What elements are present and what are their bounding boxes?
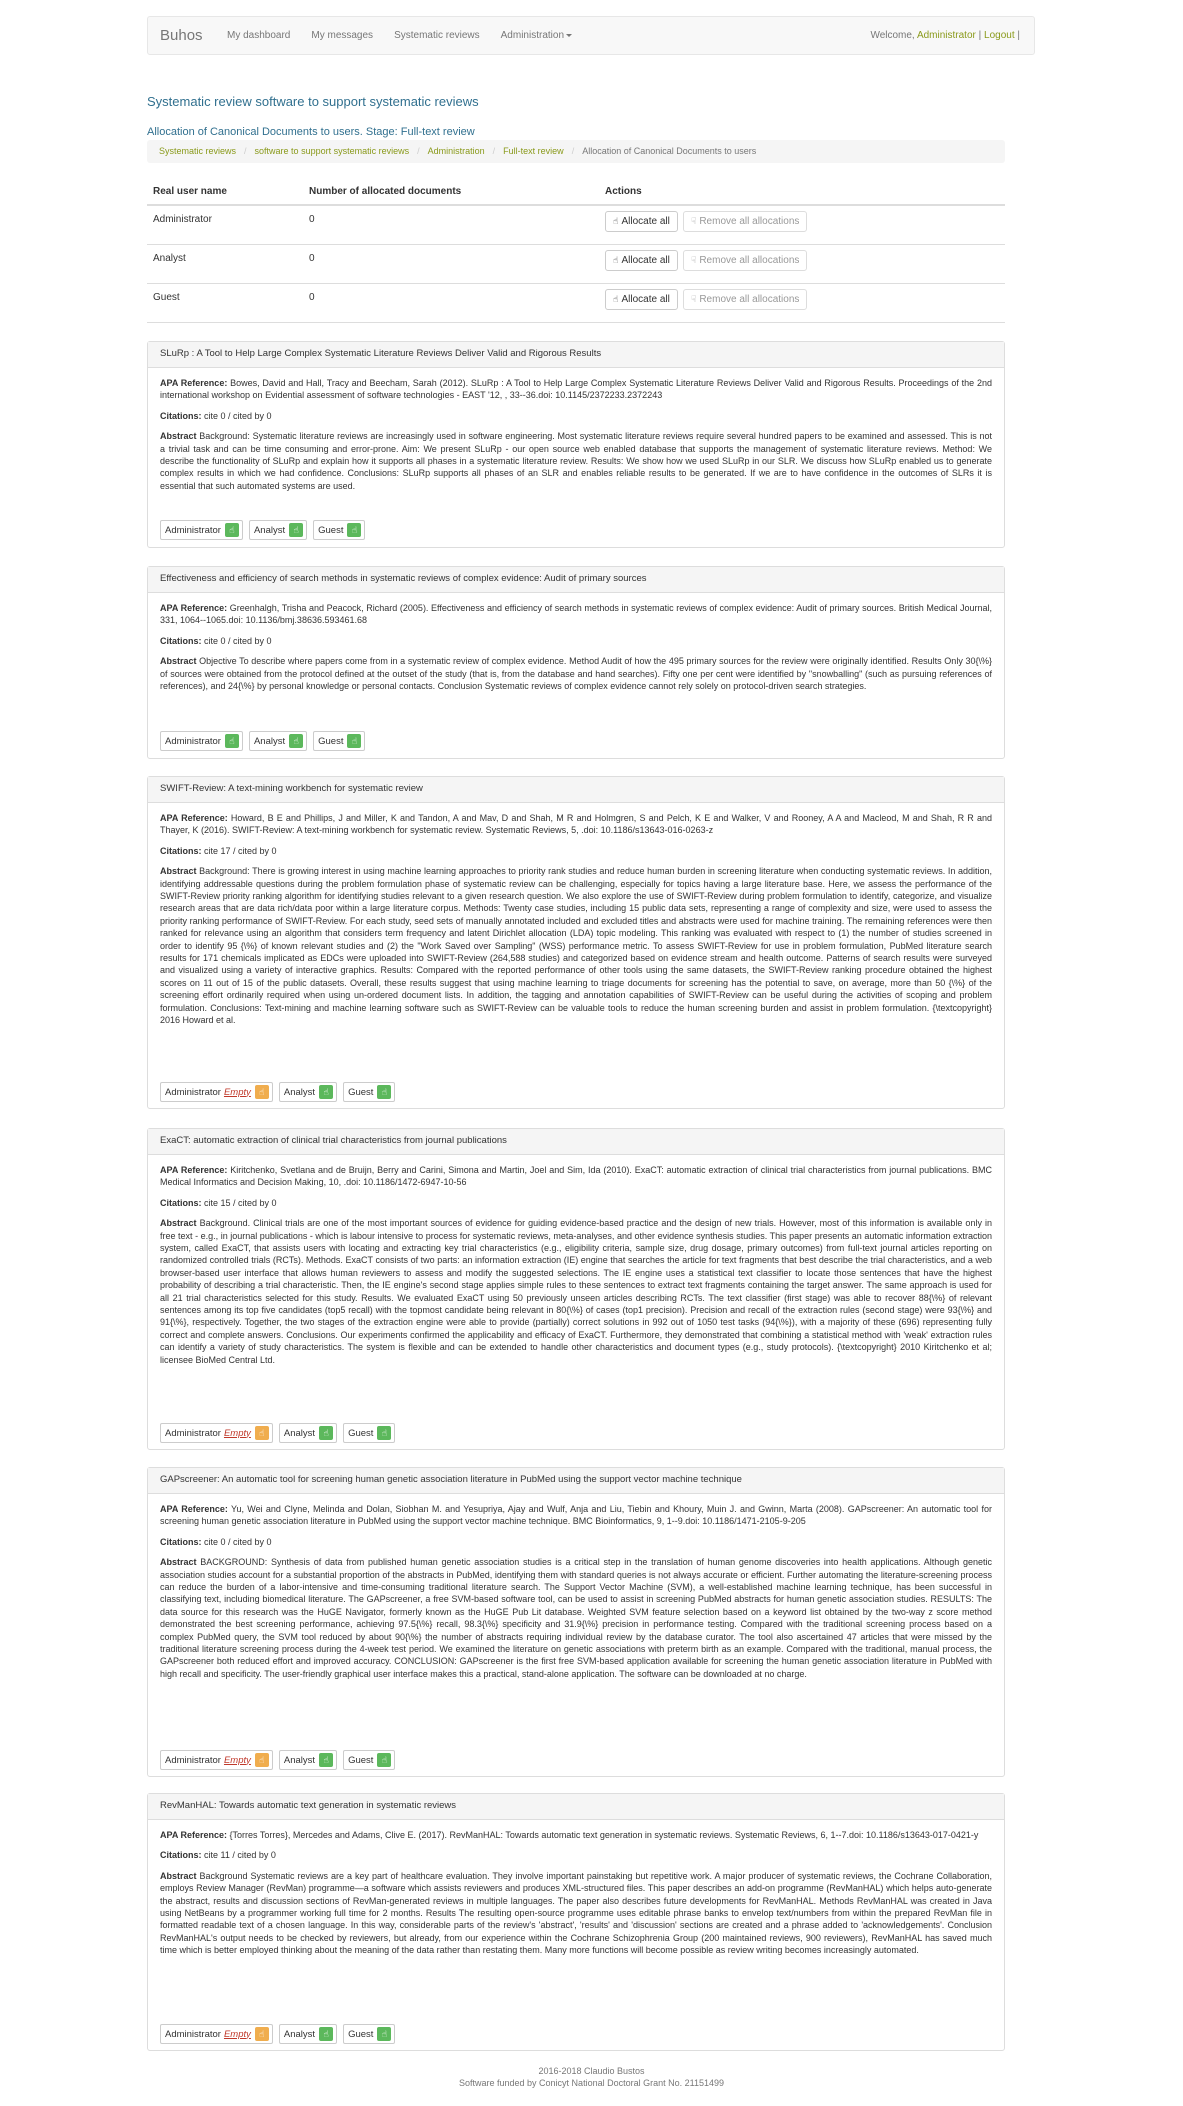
abstract-label: Abstract: [160, 431, 197, 442]
hand-pointer-icon[interactable]: ☝: [319, 1753, 333, 1767]
remove-label: Remove all allocations: [699, 255, 800, 266]
welcome-area: [870, 30, 1020, 41]
breadcrumb-systematic-reviews[interactable]: Systematic reviews: [159, 146, 237, 156]
remove-label: Remove all allocations: [699, 216, 800, 227]
table-row: [147, 284, 1005, 323]
empty-status-icon[interactable]: ☝: [255, 2027, 269, 2041]
user-name: Guest: [153, 292, 180, 303]
citations-text: cite 17 / cited by 0: [204, 845, 277, 856]
hand-pointer-icon: ☝: [613, 255, 619, 265]
apa-reference: [160, 377, 992, 402]
user-allocation-name: Guest: [348, 2028, 374, 2040]
citations: [160, 845, 992, 857]
empty-status-icon[interactable]: ☝: [255, 1426, 269, 1440]
breadcrumb: [147, 140, 1005, 163]
table-row: [147, 206, 1005, 245]
allocated-count: 0: [309, 214, 315, 225]
nav-administration-label: Administration: [500, 30, 564, 41]
apa-reference: [160, 812, 992, 837]
user-allocation-button[interactable]: [160, 1423, 273, 1443]
remove-all-button[interactable]: [683, 211, 808, 232]
table-row: [147, 245, 1005, 284]
citations: [160, 1849, 992, 1861]
footer-copyright: 2016-2018 Claudio Bustos: [538, 2066, 645, 2076]
chevron-down-icon: [566, 34, 572, 37]
document-title: Effectiveness and efficiency of search methods in systematic reviews of complex evidence: Audit of primary sources: [148, 567, 1004, 593]
navbar: [147, 16, 1035, 55]
document-body: [148, 368, 1004, 509]
document-title: ExaCT: automatic extraction of clinical trial characteristics from journal publications: [148, 1129, 1004, 1155]
nav-systematic-reviews[interactable]: Systematic reviews: [394, 30, 480, 41]
abstract-label: Abstract: [160, 866, 197, 877]
apa-label: APA Reference:: [160, 378, 228, 388]
column-header: Real user name: [153, 186, 227, 197]
document-panel: [147, 776, 1005, 1109]
user-allocations: [160, 1082, 395, 1102]
user-allocation-name: Analyst: [283, 2028, 316, 2040]
breadcrumb-separator: /: [492, 146, 496, 156]
empty-status-icon[interactable]: ☝: [255, 1753, 269, 1767]
allocate-label: Allocate all: [621, 255, 670, 266]
page-subtitle: Allocation of Canonical Documents to users. Stage: Full-text review: [147, 126, 475, 138]
brand-link[interactable]: Buhos: [160, 27, 203, 44]
citations-text: cite 0 / cited by 0: [204, 635, 272, 646]
footer-funding: Software funded by Conicyt National Doctoral Grant No. 21151499: [459, 2078, 724, 2088]
abstract: [160, 1217, 992, 1366]
apa-reference: [160, 1503, 992, 1528]
hand-pointer-icon[interactable]: ☝: [225, 734, 239, 748]
user-allocation-name: Guest: [348, 1427, 374, 1439]
citations: [160, 1536, 992, 1548]
user-allocation-name: Administrator: [165, 1086, 221, 1098]
breadcrumb-stage[interactable]: Full-text review: [503, 146, 564, 156]
remove-all-button[interactable]: [683, 289, 808, 310]
user-allocation-button[interactable]: [279, 1082, 337, 1102]
abstract: [160, 655, 992, 692]
allocate-label: Allocate all: [621, 216, 670, 227]
document-panel: [147, 1467, 1005, 1777]
user-allocation-name: Guest: [318, 524, 344, 536]
row-actions: [605, 250, 807, 271]
row-actions: [605, 211, 807, 232]
breadcrumb-current: Allocation of Canonical Documents to users: [582, 146, 757, 156]
user-allocations: [160, 1423, 395, 1443]
citations: [160, 635, 992, 647]
abstract: [160, 1556, 992, 1680]
citations-label: Citations:: [160, 1197, 202, 1208]
document-panel: [147, 1128, 1005, 1450]
remove-label: Remove all allocations: [699, 294, 800, 305]
user-allocations: [160, 2024, 395, 2044]
table-header: [147, 182, 1005, 206]
user-allocation-name: Administrator: [165, 1427, 221, 1439]
apa-label: APA Reference:: [160, 813, 228, 823]
remove-all-button[interactable]: [683, 250, 808, 271]
nav-messages[interactable]: My messages: [311, 30, 374, 41]
hand-pointer-icon: ☝: [613, 294, 619, 304]
welcome-text: Welcome,: [870, 30, 917, 41]
document-body: [148, 1155, 1004, 1383]
abstract-text: Objective To describe where papers come from in a systematic review of complex evidence. Method Audit of how the 495 primary sources for the review were originally identified. Results Only 30{\%} of sources were obtained from the protocol defined at the outset of the study (that is, from the database and hand searches). Fifty one per cent were identified by "snowballing" (such as pursuing references of references), and 24{\%} by personal knowledge or personal contacts. Conclusion Systematic reviews of complex evidence cannot rely solely on protocol-driven search strategies.: [160, 656, 992, 692]
user-allocation-name: Guest: [348, 1086, 374, 1098]
abstract-text: Background Systematic reviews are a key part of healthcare evaluation. They involve important painstaking but repetitive work. A major producer of systematic reviews, the Cochrane Collaboration, employs Review Manager (RevMan) programme—a software which assists reviewers and produces XML-structured files. This paper describes an add-on programme (RevManHAL) which helps auto-generate the abstract, results and discussion sections of RevMan-generated reviews in multiple languages. The paper also describes future developments for RevManHAL. Methods RevManHAL was created in Java using NetBeans by a programmer working full time for 2 months. Results The resulting open-source programme uses editable phrase banks to envelop text/numbers from within the prepared RevMan file in formatted readable text of a chosen language. In this way, considerable parts of the review's 'abstract', 'results' and 'discussion' sections are created and a phrase added to 'acknowledgements'. Conclusion RevManHAL's output needs to be checked by reviewers, but already, from our experience within the Cochrane Schizophrenia Group (200 maintained reviews, 900 reviewers), RevManHAL has saved much time which is better employed thinking about the meaning of the data rather than restating them. Many more functions will become possible as review writing becomes increasingly automated.: [160, 1870, 992, 1956]
apa-text: Bowes, David and Hall, Tracy and Beecham, Sarah (2012). SLuRp : A Tool to Help Large Complex Systematic Literature Reviews Deliver Valid and Rigorous Results. Proceedings of the 2nd international workshop on Evidential assessment of software technologies - EAST '12, , 33--36.doi: 10.1145/2372233.2372243: [160, 378, 992, 401]
hand-pointer-icon[interactable]: ☝: [319, 1426, 333, 1440]
user-allocation-button[interactable]: [160, 1082, 273, 1102]
hand-pointer-icon[interactable]: ☝: [377, 1426, 391, 1440]
user-allocations: [160, 731, 365, 751]
allocation-table: [147, 182, 1005, 323]
user-allocation-button[interactable]: [313, 520, 365, 540]
user-allocation-button[interactable]: [343, 1750, 395, 1770]
abstract-label: Abstract: [160, 1870, 197, 1881]
user-allocation-button[interactable]: [343, 1082, 395, 1102]
allocate-all-button[interactable]: [605, 250, 678, 271]
breadcrumb-separator: /: [244, 146, 247, 156]
user-allocation-button[interactable]: [160, 731, 243, 751]
user-allocation-button[interactable]: [343, 2024, 395, 2044]
citations-text: cite 15 / cited by 0: [204, 1197, 277, 1208]
hand-pointer-icon[interactable]: ☝: [319, 2027, 333, 2041]
citations-label: Citations:: [160, 410, 202, 421]
breadcrumb-separator: /: [417, 146, 420, 156]
citations-label: Citations:: [160, 845, 202, 856]
column-header: Number of allocated documents: [309, 186, 462, 197]
page-title: Systematic review software to support systematic reviews: [147, 94, 479, 109]
user-allocation-name: Analyst: [283, 1427, 316, 1439]
abstract-text: Background: There is growing interest in using machine learning approaches to priority rank studies and reduce human burden in screening literature when conducting systematic reviews. In addition, identifying addressable questions during the problem formulation phase of systematic review can be challenging, especially for topics having a large literature base. Here, we assess the performance of the SWIFT-Review priority ranking algorithm for identifying studies relevant to a given research question. We also explore the use of SWIFT-Review during problem formulation to identify, categorize, and visualize research areas that are data rich/data poor within a large literature corpus. Methods: Twenty case studies, including 15 public data sets, representing a range of complexity and size, were used to assess the priority ranking performance of SWIFT-Review. For each study, seed sets of manually annotated included and excluded titles and abstracts were used for machine training. The remaining references were then ranked for relevance using an algorithm that considers term frequency and latent Dirichlet allocation (LDA) topic modeling. This ranking was evaluated with respect to (1) the number of studies screened in order to identify 95 {\%} of known relevant studies and (2) the "Work Saved over Sampling" (WSS) performance metric. To assess SWIFT-Review for use in problem formulation, PubMed literature search results for 171 chemicals implicated as EDCs were uploaded into SWIFT-Review (264,588 studies) and categorized based on evidence stream and health outcome. Patterns of search results were surveyed and visualized using a variety of interactive graphics. Results: Compared with the reported performance of other tools using the same datasets, the SWIFT-Review ranking procedure obtained the highest scores on 11 out of 15 of the public datasets. Overall, these results suggest that using machine learning to triage documents for screening has the potential to save, on average, more than 50 {\%} of the screening effort ordinarily required when using un-ordered document lists. In addition, the tagging and annotation capabilities of SWIFT-Review can be useful during the activities of scoping and problem formulation. Conclusions: Text-mining and machine learning software such as SWIFT-Review can be valuable tools to reduce the human screening burden and assist in problem formulation. {\textcopyright} 2016 Howard et al.: [160, 866, 992, 1026]
allocated-count: 0: [309, 253, 315, 264]
user-allocation-button[interactable]: [249, 731, 307, 751]
footer: [0, 2065, 1183, 2089]
abstract: [160, 1870, 992, 1957]
empty-label[interactable]: Empty: [223, 1754, 251, 1766]
column-header: Actions: [605, 186, 642, 197]
separator: |: [978, 30, 982, 41]
allocated-count: 0: [309, 292, 315, 303]
user-allocation-button[interactable]: [279, 2024, 337, 2044]
apa-text: {Torres Torres}, Mercedes and Adams, Clive E. (2017). RevManHAL: Towards automatic text generation in systematic reviews. Systematic Reviews, 6, 1--7.doi: 10.1186/s13643-017-0421-y: [229, 1830, 979, 1840]
document-body: [148, 593, 1004, 709]
user-allocation-button[interactable]: [279, 1750, 337, 1770]
apa-label: APA Reference:: [160, 1830, 228, 1840]
allocate-all-button[interactable]: [605, 289, 678, 310]
hand-pointer-icon[interactable]: ☝: [319, 1085, 333, 1099]
separator: |: [1017, 30, 1020, 41]
abstract-label: Abstract: [160, 1218, 197, 1229]
nav-administration[interactable]: [501, 30, 572, 41]
citations: [160, 410, 992, 422]
abstract-label: Abstract: [160, 1557, 197, 1568]
user-name: Analyst: [153, 253, 186, 264]
abstract-text: Background: Systematic literature reviews are increasingly used in software engineering. Most systematic literature reviews require several hundred papers to be examined and assessed. This is not a trivial task and can be time consuming and error-prone. Aim: We present SLuRp - our open source web enabled database that supports the management of systematic literature reviews. Method: We describe the functionality of SLuRp and explain how it supports all phases in a systematic literature review. Results: We show how we used SLuRp in our SLR. We discuss how SLuRp enabled us to generate complex results in which we had confidence. Conclusions: SLuRp supports all phases of an SLR and enables reliable results to be generated. If we are to have confidence in the outcomes of SLRs it is essential that such automated systems are used.: [160, 431, 992, 491]
citations-label: Citations:: [160, 1850, 202, 1861]
apa-reference: [160, 1829, 992, 1841]
citations: [160, 1197, 992, 1209]
user-allocations: [160, 520, 365, 540]
breadcrumb-separator: /: [571, 146, 575, 156]
hand-pointer-icon[interactable]: ☝: [347, 734, 361, 748]
document-title: SWIFT-Review: A text-mining workbench for systematic review: [148, 777, 1004, 803]
user-allocation-button[interactable]: [279, 1423, 337, 1443]
abstract-text: Background. Clinical trials are one of the most important sources of evidence for guiding evidence-based practice and the design of new trials. However, most of this information is available only in free text - e.g., in journal publications - which is labour intensive to process for systematic reviews, meta-analyses, and other evidence synthesis studies. This paper presents an automatic information extraction system, called ExaCT, that assists users with locating and extracting key trial characteristics (e.g., eligibility criteria, sample size, drug dosage, primary outcomes) from full-text journal articles reporting on randomized controlled trials (RCTs). Methods. ExaCT consists of two parts: an information extraction (IE) engine that searches the article for text fragments that best describe the trial characteristics, and a web browser-based user interface that allows human reviewers to assess and modify the suggested selections. The IE engine uses a statistical text classifier to locate those sentences that have the highest probability of describing a trial characteristic. Then, the IE engine's second stage applies simple rules to these sentences to extract text fragments containing the target answer. The same approach is used for all 21 trial characteristics selected for this study. Results. We evaluated ExaCT using 50 previously unseen articles describing RCTs. The text classifier (first stage) was able to recover 88{\%} of relevant sentences among its top five candidates (top5 recall) with the topmost candidate being relevant in 80{\%} of cases (top1 precision). Precision and recall of the extraction rules (second stage) were 93{\%} and 91{\%}, respectively. Together, the two stages of the extraction engine were able to provide (partially) correct solutions in 992 out of 1050 test tasks (94{\%}), with a majority of these (696) representing fully correct and complete answers. Conclusions. Our experiments confirmed the applicability and efficacy of ExaCT. Furthermore, they demonstrated that combining a statistical method with 'weak' extraction rules can identify a variety of study characteristics. The system is flexible and can be extended to handle other characteristics and document types (e.g., study protocols). {\textcopyright} 2010 Kiritchenko et al; licensee BioMed Central Ltd.: [160, 1218, 992, 1365]
user-allocation-button[interactable]: [343, 1423, 395, 1443]
logout-link[interactable]: Logout: [984, 30, 1015, 41]
breadcrumb-administration[interactable]: Administration: [427, 146, 485, 156]
user-allocation-name: Guest: [318, 735, 344, 747]
user-allocation-button[interactable]: [160, 520, 243, 540]
document-panel: [147, 566, 1005, 759]
document-title: GAPscreener: An automatic tool for screening human genetic association literature in PubMed using the support vector machine technique: [148, 1468, 1004, 1494]
citations-text: cite 0 / cited by 0: [204, 1536, 272, 1547]
user-allocation-name: Analyst: [283, 1086, 316, 1098]
apa-label: APA Reference:: [160, 1165, 228, 1175]
abstract: [160, 430, 992, 492]
apa-text: Howard, B E and Phillips, J and Miller, K and Tandon, A and Mav, D and Shah, M R and Holmgren, S and Pelch, K E and Walker, V and Rooney, A A and Macleod, M and Shah, R R and Thayer, K (2016). SWIFT-Review: A text-mining workbench for systematic review. Systematic Reviews, 5, .doi: 10.1186/s13643-016-0263-z: [160, 813, 992, 836]
abstract-text: BACKGROUND: Synthesis of data from published human genetic association studies is a critical step in the translation of human genome discoveries into health applications. Although genetic association studies account for a substantial proportion of the abstracts in PubMed, identifying them with standard queries is not always accurate or efficient. Further automating the literature-screening process can reduce the burden of a labor-intensive and time-consuming traditional literature search. The Support Vector Machine (SVM), a well-established machine learning technique, has been successful in classifying text, including biomedical literature. The GAPscreener, a free SVM-based software tool, can be used to assist in screening PubMed abstracts for human genetic association studies. RESULTS: The data source for this research was the HuGE Navigator, formerly known as the HuGE Pub Lit database. Weighted SVM feature selection based on a keyword list obtained by the two-way z score method demonstrated the best screening performance, achieving 97.5{\%} recall, 98.3{\%} specificity and 31.9{\%} precision in performance testing. Compared with the traditional screening process based on a complex PubMed query, the SVM tool reduced by about 90{\%} the number of abstracts requiring individual review by the database curator. The tool also ascertained 47 articles that were missed by the traditional literature screening process during the 4-week test period. We examined the literature on genetic associations with preterm birth as an example. Compared with the traditional, manual process, the GAPscreener both reduced effort and improved accuracy. CONCLUSION: GAPscreener is the first free SVM-based application available for screening the human genetic association literature in PubMed with high recall and specificity. The user-friendly graphical user interface makes this a practical, stand-alone application. The software can be downloaded at no charge.: [160, 1557, 992, 1679]
row-actions: [605, 289, 807, 310]
hand-down-icon: ☟: [690, 216, 697, 226]
user-allocation-button[interactable]: [160, 2024, 273, 2044]
user-allocation-name: Analyst: [253, 735, 286, 747]
hand-pointer-icon[interactable]: ☝: [225, 523, 239, 537]
apa-reference: [160, 602, 992, 627]
document-title: RevManHAL: Towards automatic text generation in systematic reviews: [148, 1794, 1004, 1820]
hand-pointer-icon[interactable]: ☝: [347, 523, 361, 537]
apa-reference: [160, 1164, 992, 1189]
hand-pointer-icon[interactable]: ☝: [289, 734, 303, 748]
apa-text: Yu, Wei and Clyne, Melinda and Dolan, Siobhan M. and Yesupriya, Ajay and Wulf, Anja and Liu, Tiebin and Khoury, Muin J. and Gwinn, Marta (2008). GAPscreener: An automatic tool for screening human genetic association literature in PubMed using the support vector machine technique. BMC Bioinformatics, 9, 1--9.doi: 10.1186/1471-2105-9-205: [160, 1504, 992, 1527]
hand-pointer-icon[interactable]: ☝: [377, 1085, 391, 1099]
user-allocation-name: Analyst: [253, 524, 286, 536]
breadcrumb-review[interactable]: software to support systematic reviews: [254, 146, 410, 156]
citations-label: Citations:: [160, 635, 202, 646]
document-panel: [147, 341, 1005, 548]
user-name: Administrator: [153, 214, 212, 225]
abstract: [160, 865, 992, 1026]
empty-status-icon[interactable]: ☝: [255, 1085, 269, 1099]
apa-label: APA Reference:: [160, 1504, 228, 1514]
allocate-label: Allocate all: [621, 294, 670, 305]
user-allocation-name: Administrator: [165, 735, 221, 747]
citations-text: cite 11 / cited by 0: [204, 1850, 276, 1861]
empty-label[interactable]: Empty: [223, 1427, 251, 1439]
document-body: [148, 1820, 1004, 1974]
abstract-label: Abstract: [160, 656, 197, 667]
user-allocation-name: Analyst: [283, 1754, 316, 1766]
apa-text: Greenhalgh, Trisha and Peacock, Richard (2005). Effectiveness and efficiency of search methods in systematic reviews of complex evidence: Audit of primary sources. British Medical Journal, 331, 1064--1065.doi: 10.1136/bmj.38636.593461.68: [160, 603, 992, 626]
document-title: SLuRp : A Tool to Help Large Complex Systematic Literature Reviews Deliver Valid and Rigorous Results: [148, 342, 1004, 368]
hand-pointer-icon[interactable]: ☝: [377, 1753, 391, 1767]
user-allocation-name: Administrator: [165, 524, 221, 536]
empty-label[interactable]: Empty: [223, 1086, 251, 1098]
hand-pointer-icon[interactable]: ☝: [377, 2027, 391, 2041]
empty-label[interactable]: Empty: [223, 2028, 251, 2040]
citations-text: cite 0 / cited by 0: [204, 410, 272, 421]
document-panel: [147, 1793, 1005, 2051]
user-allocation-name: Administrator: [165, 2028, 221, 2040]
user-allocation-name: Guest: [348, 1754, 374, 1766]
hand-down-icon: ☟: [690, 255, 697, 265]
nav-menu: [227, 30, 593, 41]
allocate-all-button[interactable]: [605, 211, 678, 232]
hand-down-icon: ☟: [690, 294, 697, 304]
nav-dashboard[interactable]: My dashboard: [227, 30, 291, 41]
user-allocation-button[interactable]: [313, 731, 365, 751]
user-allocation-button[interactable]: [160, 1750, 273, 1770]
apa-text: Kiritchenko, Svetlana and de Bruijn, Berry and Carini, Simona and Martin, Joel and Sim, Ida (2010). ExaCT: automatic extraction of clinical trial characteristics from journal publications. BMC Medical Informatics and Decision Making, 10, .doi: 10.1186/1472-6947-10-56: [160, 1165, 992, 1188]
hand-pointer-icon: ☝: [613, 216, 619, 226]
apa-label: APA Reference:: [160, 603, 228, 613]
user-allocation-name: Administrator: [165, 1754, 221, 1766]
hand-pointer-icon[interactable]: ☝: [289, 523, 303, 537]
user-link[interactable]: Administrator: [916, 30, 976, 41]
user-allocations: [160, 1750, 395, 1770]
document-body: [148, 1494, 1004, 1697]
document-body: [148, 803, 1004, 1044]
citations-label: Citations:: [160, 1536, 202, 1547]
user-allocation-button[interactable]: [249, 520, 307, 540]
